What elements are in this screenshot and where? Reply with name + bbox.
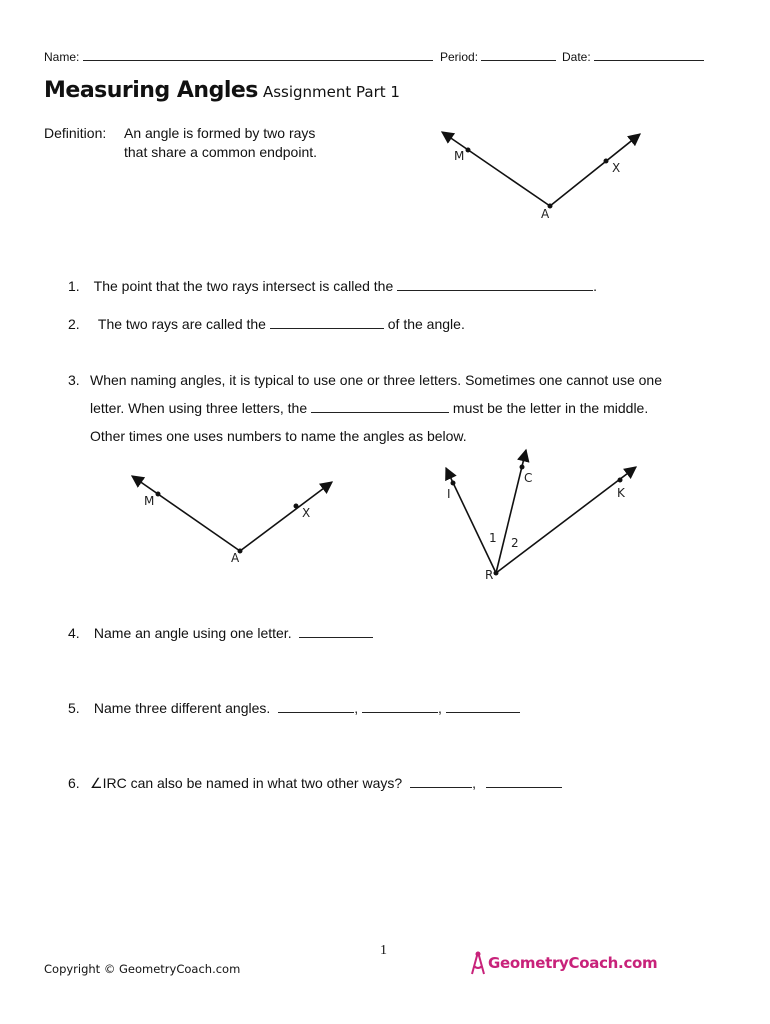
- name-blank: [83, 48, 433, 61]
- answer-blank-1[interactable]: [278, 699, 354, 713]
- title-main: Measuring Angles: [44, 78, 258, 103]
- angle-diagram-2: [120, 470, 350, 570]
- period-field: [440, 48, 556, 64]
- definition-line1: An angle is formed by two rays: [124, 125, 316, 141]
- question-text-end: of the angle.: [387, 316, 465, 332]
- question-text-line2-end: must be the letter in the middle.: [452, 400, 649, 416]
- logo-text: GeometryCoach.com: [488, 954, 658, 972]
- page-title: [44, 78, 400, 103]
- question-number: 1.: [68, 278, 80, 294]
- separator: ,: [437, 700, 442, 716]
- vertex-point: [494, 571, 499, 576]
- point-x: [604, 159, 609, 164]
- question-number: 5.: [68, 700, 80, 716]
- separator: ,: [472, 775, 476, 791]
- page-number: 1: [380, 943, 387, 958]
- label-x: X: [612, 161, 621, 175]
- label-k: K: [617, 486, 625, 500]
- question-5: [68, 694, 520, 722]
- label-a: A: [231, 551, 240, 565]
- answer-blank[interactable]: [270, 315, 384, 329]
- answer-blank[interactable]: [299, 624, 373, 638]
- period-label: Period:: [440, 50, 479, 64]
- question-3: [68, 366, 748, 450]
- question-text: IRC can also be named in what two other ways?: [102, 775, 403, 791]
- question-text-line1: When naming angles, it is typical to use one or three letters. Sometimes one cannot use one: [90, 372, 662, 388]
- label-angle-2: 2: [511, 536, 519, 550]
- question-text: The point that the two rays intersect is called the: [93, 278, 394, 294]
- point-i: [451, 481, 456, 486]
- definition-line2: that share a common endpoint.: [124, 144, 318, 160]
- angle-diagram-3: [430, 445, 650, 585]
- question-4: [68, 619, 373, 647]
- label-i: I: [447, 487, 451, 501]
- label-a: A: [541, 207, 550, 221]
- date-label: Date:: [562, 50, 591, 64]
- title-sub: Assignment Part 1: [262, 83, 400, 101]
- separator: ,: [354, 700, 359, 716]
- angle-diagram-1: [430, 122, 660, 222]
- question-6: [68, 769, 562, 797]
- question-number: 3.: [68, 372, 80, 388]
- ray-rk: [496, 467, 636, 573]
- answer-blank[interactable]: [311, 399, 449, 413]
- question-number: 4.: [68, 625, 80, 641]
- date-field: [562, 48, 704, 64]
- name-field: [44, 48, 433, 64]
- ray-ax: [550, 134, 640, 206]
- compass-icon: [468, 950, 488, 978]
- definition: [44, 124, 317, 162]
- question-1: [68, 272, 597, 300]
- question-text-end: .: [593, 278, 598, 294]
- point-x: [294, 504, 299, 509]
- label-r: R: [485, 568, 494, 582]
- ray-am: [442, 132, 550, 206]
- question-2: [68, 310, 465, 338]
- answer-blank-2[interactable]: [362, 699, 438, 713]
- question-number: 2.: [68, 316, 80, 332]
- point-c: [520, 465, 525, 470]
- point-k: [618, 478, 623, 483]
- label-angle-1: 1: [489, 531, 497, 545]
- question-text: Name three different angles.: [93, 700, 271, 716]
- ray-ax: [240, 482, 332, 551]
- period-blank: [481, 48, 556, 61]
- label-x: X: [302, 506, 311, 520]
- geometry-coach-logo: [468, 948, 658, 978]
- question-number: 6.: [68, 775, 80, 791]
- question-text: Name an angle using one letter.: [93, 625, 292, 641]
- answer-blank-3[interactable]: [446, 699, 520, 713]
- date-blank: [594, 48, 704, 61]
- name-label: Name:: [44, 50, 80, 64]
- label-c: C: [524, 471, 533, 485]
- answer-blank-1[interactable]: [410, 774, 472, 788]
- question-text-line3: Other times one uses numbers to name the angles as below.: [90, 428, 467, 444]
- copyright-text: Copyright © GeometryCoach.com: [44, 962, 241, 976]
- definition-label: Definition:: [44, 125, 107, 141]
- question-text-line2: letter. When using three letters, the: [90, 400, 308, 416]
- label-m: M: [454, 149, 465, 163]
- point-m: [156, 492, 161, 497]
- point-m: [466, 148, 471, 153]
- answer-blank[interactable]: [397, 277, 593, 291]
- question-text: The two rays are called the: [97, 316, 266, 332]
- ray-am: [132, 476, 240, 551]
- label-m: M: [144, 494, 155, 508]
- answer-blank-2[interactable]: [486, 774, 562, 788]
- angle-symbol: ∠: [90, 775, 103, 791]
